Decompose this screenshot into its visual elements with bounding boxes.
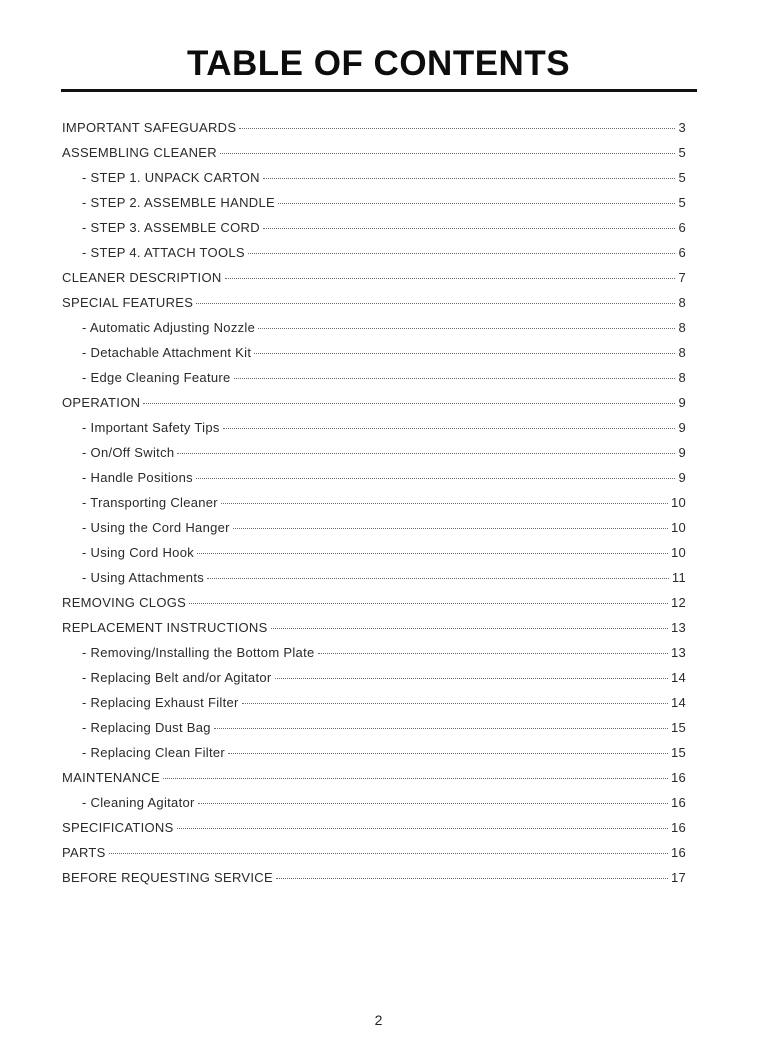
toc-entry-label: - Important Safety Tips [82, 420, 220, 435]
toc-entry-label: - On/Off Switch [82, 445, 175, 460]
toc-entry-label: - Handle Positions [82, 470, 193, 485]
toc-entry-page: 8 [678, 295, 686, 310]
toc-entry-label: - Replacing Clean Filter [82, 745, 226, 760]
toc-entry-page: 10 [670, 495, 686, 510]
toc-entry [62, 590, 686, 615]
dot-leader [271, 628, 668, 629]
toc-subentry [62, 715, 686, 740]
toc-entry-label: - Cleaning Agitator [82, 795, 195, 810]
toc-entry-label: OPERATION [62, 395, 141, 410]
toc-entry-page: 8 [678, 370, 686, 385]
toc-subentry [62, 515, 686, 540]
toc-entry-label: - Replacing Belt and/or Agitator [82, 670, 272, 685]
toc-subentry [62, 540, 686, 565]
toc-entry-label: - Detachable Attachment Kit [82, 345, 252, 360]
toc-entry-page: 9 [678, 470, 686, 485]
toc-entry-label: - Removing/Installing the Bottom Plate [82, 645, 315, 660]
toc-entry-page: 10 [670, 545, 686, 560]
toc-entry-label: REPLACEMENT INSTRUCTIONS [62, 620, 268, 635]
dot-leader [196, 303, 675, 304]
toc-list [62, 115, 686, 890]
page-title: TABLE OF CONTENTS [186, 44, 571, 83]
dot-leader [239, 128, 675, 129]
toc-entry-label: - Edge Cleaning Feature [82, 370, 231, 385]
toc-entry [62, 815, 686, 840]
dot-leader [221, 503, 668, 504]
toc-subentry [62, 165, 686, 190]
dot-leader [248, 253, 675, 254]
toc-entry-page: 12 [670, 595, 686, 610]
toc-entry-page: 14 [670, 670, 686, 685]
dot-leader [189, 603, 668, 604]
toc-entry-page: 8 [678, 345, 686, 360]
toc-entry [62, 390, 686, 415]
dot-leader [109, 853, 668, 854]
toc-entry-page: 9 [678, 420, 686, 435]
toc-entry-page: 6 [678, 245, 686, 260]
toc-entry [62, 290, 686, 315]
toc-entry-page: 16 [670, 845, 686, 860]
toc-entry-page: 17 [670, 870, 686, 885]
toc-entry-label: SPECIAL FEATURES [62, 295, 194, 310]
toc-entry-label: IMPORTANT SAFEGUARDS [62, 120, 237, 135]
toc-entry-label: - Transporting Cleaner [82, 495, 218, 510]
toc-entry-label: BEFORE REQUESTING SERVICE [62, 870, 273, 885]
toc-subentry [62, 340, 686, 365]
title-divider [61, 89, 697, 92]
dot-leader [143, 403, 675, 404]
toc-entry-page: 11 [671, 570, 686, 585]
dot-leader [276, 878, 668, 879]
toc-entry-page: 14 [670, 695, 686, 710]
dot-leader [223, 428, 675, 429]
toc-entry-label: - Replacing Exhaust Filter [82, 695, 239, 710]
toc-entry [62, 765, 686, 790]
toc-subentry [62, 215, 686, 240]
toc-entry-label: - Using the Cord Hanger [82, 520, 230, 535]
toc-subentry [62, 740, 686, 765]
toc-entry-label: REMOVING CLOGS [62, 595, 187, 610]
dot-leader [234, 378, 675, 379]
toc-entry-page: 16 [670, 820, 686, 835]
toc-entry-label: - Using Cord Hook [82, 545, 195, 560]
toc-subentry [62, 690, 686, 715]
toc-entry-page: 5 [678, 145, 686, 160]
toc-entry [62, 615, 686, 640]
dot-leader [233, 528, 668, 529]
dot-leader [197, 553, 668, 554]
dot-leader [242, 703, 668, 704]
toc-entry-page: 9 [678, 445, 686, 460]
toc-entry-page: 16 [670, 795, 686, 810]
toc-subentry [62, 790, 686, 815]
toc-entry-label: - STEP 4. ATTACH TOOLS [82, 245, 245, 260]
toc-subentry [62, 365, 686, 390]
dot-leader [278, 203, 675, 204]
toc-entry-label: - STEP 2. ASSEMBLE HANDLE [82, 195, 275, 210]
dot-leader [258, 328, 675, 329]
toc-subentry [62, 415, 686, 440]
dot-leader [263, 178, 675, 179]
dot-leader [318, 653, 668, 654]
toc-entry-label: - Replacing Dust Bag [82, 720, 211, 735]
dot-leader [214, 728, 668, 729]
dot-leader [198, 803, 668, 804]
toc-entry-page: 16 [670, 770, 686, 785]
toc-subentry [62, 315, 686, 340]
toc-entry-page: 8 [678, 320, 686, 335]
toc-subentry [62, 565, 686, 590]
page-number: 2 [374, 1012, 383, 1028]
toc-entry-page: 7 [678, 270, 686, 285]
toc-entry [62, 265, 686, 290]
toc-entry-label: PARTS [62, 845, 106, 860]
toc-entry-page: 13 [670, 645, 686, 660]
toc-entry-page: 10 [670, 520, 686, 535]
toc-entry-page: 5 [678, 170, 686, 185]
dot-leader [275, 678, 668, 679]
toc-entry-label: - STEP 1. UNPACK CARTON [82, 170, 260, 185]
toc-entry [62, 140, 686, 165]
dot-leader [228, 753, 668, 754]
toc-entry-label: MAINTENANCE [62, 770, 160, 785]
toc-entry [62, 840, 686, 865]
dot-leader [254, 353, 675, 354]
dot-leader [220, 153, 675, 154]
toc-subentry [62, 440, 686, 465]
toc-subentry [62, 665, 686, 690]
toc-entry-page: 5 [678, 195, 686, 210]
toc-entry-label: ASSEMBLING CLEANER [62, 145, 217, 160]
toc-entry-page: 6 [678, 220, 686, 235]
toc-subentry [62, 640, 686, 665]
toc-entry [62, 865, 686, 890]
dot-leader [207, 578, 669, 579]
toc-entry-page: 15 [670, 745, 686, 760]
toc-entry-page: 15 [670, 720, 686, 735]
toc-subentry [62, 240, 686, 265]
toc-subentry [62, 465, 686, 490]
toc-entry [62, 115, 686, 140]
toc-entry-page: 9 [678, 395, 686, 410]
toc-entry-label: CLEANER DESCRIPTION [62, 270, 222, 285]
toc-subentry [62, 190, 686, 215]
dot-leader [263, 228, 675, 229]
toc-entry-page: 3 [678, 120, 686, 135]
dot-leader [177, 828, 668, 829]
toc-subentry [62, 490, 686, 515]
toc-entry-label: - Using Attachments [82, 570, 205, 585]
toc-entry-label: - Automatic Adjusting Nozzle [82, 320, 256, 335]
dot-leader [163, 778, 668, 779]
dot-leader [196, 478, 675, 479]
toc-entry-label: SPECIFICATIONS [62, 820, 174, 835]
dot-leader [177, 453, 675, 454]
dot-leader [225, 278, 675, 279]
toc-entry-label: - STEP 3. ASSEMBLE CORD [82, 220, 260, 235]
toc-entry-page: 13 [670, 620, 686, 635]
